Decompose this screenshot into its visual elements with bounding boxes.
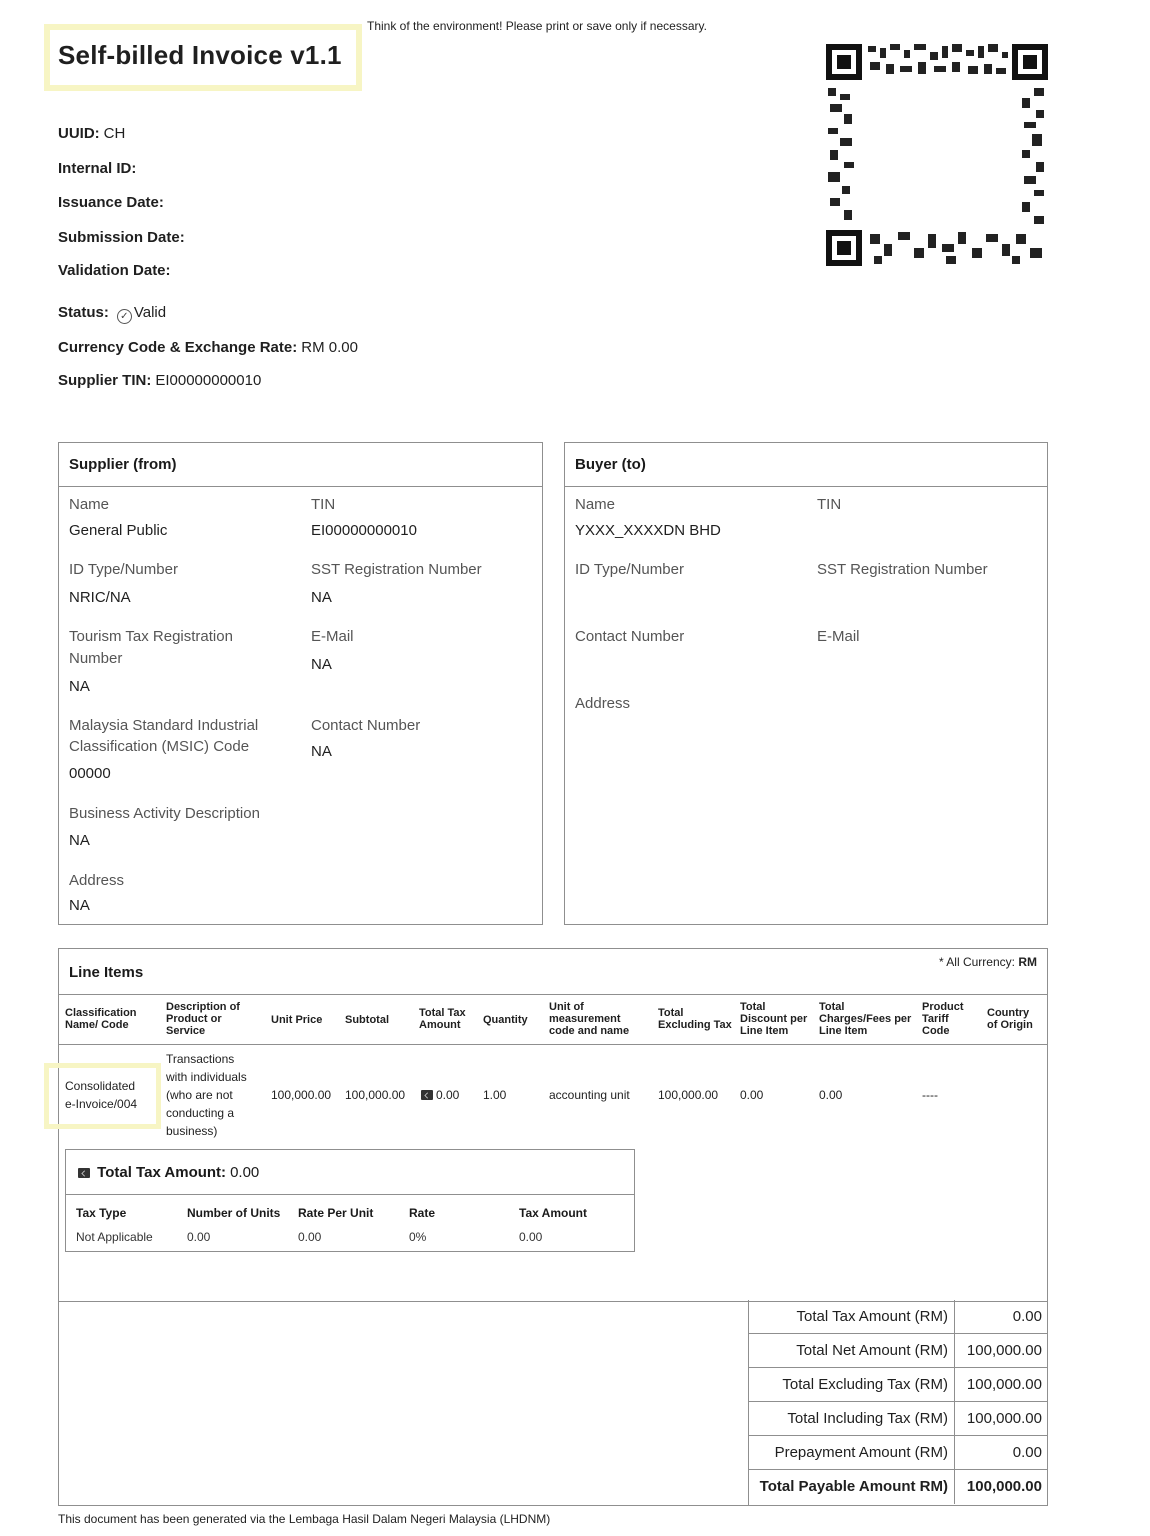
currency-label: Currency Code & Exchange Rate: xyxy=(58,339,298,356)
supplier-tin-value: EI00000000010 xyxy=(155,372,262,389)
buyer-name-value: YXXX_XXXXDN BHD xyxy=(575,522,721,539)
totals-value: 100,000.00 xyxy=(966,1376,1042,1393)
header-divider xyxy=(59,994,1047,995)
buyer-heading: Buyer (to) xyxy=(565,443,1047,487)
supplier-msic-value: 00000 xyxy=(69,765,111,782)
th-unit-price: Unit Price xyxy=(271,1014,323,1026)
th-classification: Classification Name/ Code xyxy=(65,1007,137,1031)
row-unit-price: 100,000.00 xyxy=(271,1088,332,1102)
internal-id-label: Internal ID: xyxy=(58,160,137,177)
supplier-contact-label: Contact Number xyxy=(311,717,421,734)
th-quantity: Quantity xyxy=(483,1014,528,1026)
totals-row xyxy=(748,1368,1048,1402)
line-items-heading: Line Items xyxy=(69,964,144,981)
uuid-row xyxy=(58,125,125,142)
supplier-id-value: NRIC/NA xyxy=(69,589,131,606)
totals-row xyxy=(748,1334,1048,1368)
supplier-business-value: NA xyxy=(69,832,90,849)
currency-note-prefix: * All Currency: xyxy=(938,955,1015,969)
th-total-tax: Total Tax Amount xyxy=(419,1007,466,1031)
row-total-charges: 0.00 xyxy=(819,1088,843,1102)
submission-date-row xyxy=(58,229,185,246)
supplier-id-label: ID Type/Number xyxy=(69,561,178,578)
th-total-excl: Total Excluding Tax xyxy=(658,1007,732,1031)
totals-row xyxy=(748,1402,1048,1436)
th-tariff: Product Tariff Code xyxy=(922,1001,964,1037)
buyer-tin-label: TIN xyxy=(817,496,842,513)
supplier-email-label: E-Mail xyxy=(311,628,354,645)
supplier-panel xyxy=(58,442,543,925)
tax-col-rate-per-unit: Rate Per Unit xyxy=(298,1206,374,1220)
tax-cell-rate-per-unit: 0.00 xyxy=(298,1230,322,1244)
totals-label: Total Including Tax (RM) xyxy=(748,1402,955,1436)
eco-note: Think of the environment! Please print or save only if necessary. xyxy=(367,19,707,33)
supplier-tourism-value: NA xyxy=(69,678,90,695)
totals-row xyxy=(748,1436,1048,1470)
totals-spacer xyxy=(58,1300,749,1506)
supplier-msic-label-1: Malaysia Standard Industrial xyxy=(69,717,259,734)
totals-label: Total Payable Amount RM) xyxy=(748,1470,955,1504)
validation-date-label: Validation Date: xyxy=(58,262,171,279)
classification-highlight xyxy=(44,1063,161,1129)
submission-date-label: Submission Date: xyxy=(58,229,185,246)
totals-label: Total Excluding Tax (RM) xyxy=(748,1368,955,1402)
supplier-tin-row xyxy=(58,372,261,389)
th-description: Description of Product or Service xyxy=(166,1001,240,1037)
row-total-discount: 0.00 xyxy=(740,1088,764,1102)
tax-col-rate: Rate xyxy=(409,1206,436,1220)
issuance-date-label: Issuance Date: xyxy=(58,194,164,211)
tax-col-units: Number of Units xyxy=(187,1206,281,1220)
row-total-excl: 100,000.00 xyxy=(658,1088,719,1102)
header-divider-bottom xyxy=(59,1044,1047,1045)
status-row xyxy=(58,304,166,324)
page-title: Self-billed Invoice v1.1 xyxy=(58,40,342,70)
row-subtotal: 100,000.00 xyxy=(345,1088,406,1102)
currency-note xyxy=(939,955,1037,969)
supplier-tin-label: Supplier TIN: xyxy=(58,372,152,389)
buyer-contact-label: Contact Number xyxy=(575,628,685,645)
totals-value: 0.00 xyxy=(1012,1308,1042,1325)
currency-row xyxy=(58,339,358,356)
totals-label: Total Tax Amount (RM) xyxy=(748,1300,955,1334)
th-unit-measure: Unit of measurement code and name xyxy=(549,1001,630,1037)
tax-col-amount: Tax Amount xyxy=(519,1206,587,1220)
supplier-tin-field-label: TIN xyxy=(311,496,336,513)
supplier-name-label: Name xyxy=(69,496,110,513)
internal-id-row xyxy=(58,160,136,177)
tax-cell-rate: 0% xyxy=(409,1230,427,1244)
supplier-tourism-label-2: Number xyxy=(69,650,123,667)
th-total-discount: Total Discount per Line Item xyxy=(740,1001,808,1037)
supplier-sst-value: NA xyxy=(311,589,332,606)
uuid-value: CH xyxy=(103,125,126,142)
row-total-tax: 0.00 xyxy=(421,1086,459,1104)
totals-value: 100,000.00 xyxy=(966,1478,1042,1495)
status-value: Valid xyxy=(133,304,167,321)
issuance-date-row xyxy=(58,194,164,211)
buyer-name-label: Name xyxy=(575,496,616,513)
currency-value: RM 0.00 xyxy=(301,339,358,356)
totals-label: Prepayment Amount (RM) xyxy=(748,1436,955,1470)
supplier-contact-value: NA xyxy=(311,743,332,760)
supplier-msic-label-2: Classification (MSIC) Code xyxy=(69,738,250,755)
tax-col-type: Tax Type xyxy=(76,1206,127,1220)
status-label: Status: xyxy=(58,304,109,321)
supplier-tin-field-value: EI00000000010 xyxy=(311,522,417,539)
row-tariff: ---- xyxy=(922,1088,938,1102)
supplier-address-value: NA xyxy=(69,897,90,914)
validation-date-row xyxy=(58,262,171,279)
th-subtotal: Subtotal xyxy=(345,1014,389,1026)
totals-value: 100,000.00 xyxy=(966,1410,1042,1427)
tax-cell-type: Not Applicable xyxy=(76,1230,153,1244)
buyer-email-label: E-Mail xyxy=(817,628,860,645)
row-classification: Consolidated e-Invoice/004 xyxy=(65,1079,138,1111)
tax-cell-units: 0.00 xyxy=(187,1230,211,1244)
totals-row-payable xyxy=(748,1470,1048,1504)
tax-info-icon[interactable] xyxy=(421,1090,433,1100)
tax-breakdown-box xyxy=(65,1149,635,1252)
footer-note: This document has been generated via the Lembaga Hasil Dalam Negeri Malaysia (LHDNM) xyxy=(58,1512,551,1526)
buyer-address-label: Address xyxy=(575,695,631,712)
totals-label: Total Net Amount (RM) xyxy=(748,1334,955,1368)
buyer-sst-label: SST Registration Number xyxy=(817,561,988,578)
row-unit-measure: accounting unit xyxy=(549,1088,630,1102)
supplier-email-value: NA xyxy=(311,656,332,673)
buyer-panel xyxy=(564,442,1048,925)
totals-value: 0.00 xyxy=(1012,1444,1042,1461)
supplier-address-label: Address xyxy=(69,872,125,889)
supplier-tourism-label-1: Tourism Tax Registration xyxy=(69,628,233,645)
uuid-label: UUID: xyxy=(58,125,100,142)
qr-code-icon xyxy=(826,44,1048,266)
row-quantity: 1.00 xyxy=(483,1088,507,1102)
th-origin: Country of Origin xyxy=(987,1007,1033,1031)
check-circle-icon: ✓ xyxy=(117,309,132,324)
tax-breakdown-header xyxy=(66,1150,634,1195)
th-total-charges: Total Charges/Fees per Line Item xyxy=(819,1001,912,1037)
tax-summary-icon xyxy=(78,1168,90,1178)
supplier-heading: Supplier (from) xyxy=(59,443,542,487)
tax-cell-amount: 0.00 xyxy=(519,1230,543,1244)
supplier-business-label: Business Activity Description xyxy=(69,805,260,822)
totals-value: 100,000.00 xyxy=(966,1342,1042,1359)
tax-breakdown-title: Total Tax Amount: 0.00 xyxy=(78,1164,259,1181)
currency-note-value: RM xyxy=(1018,955,1037,969)
supplier-sst-label: SST Registration Number xyxy=(311,561,482,578)
supplier-name-value: General Public xyxy=(69,522,168,539)
totals-row xyxy=(748,1300,1048,1334)
buyer-id-label: ID Type/Number xyxy=(575,561,684,578)
row-description: Transactions with individuals (who are not conducting a business) xyxy=(166,1052,247,1138)
